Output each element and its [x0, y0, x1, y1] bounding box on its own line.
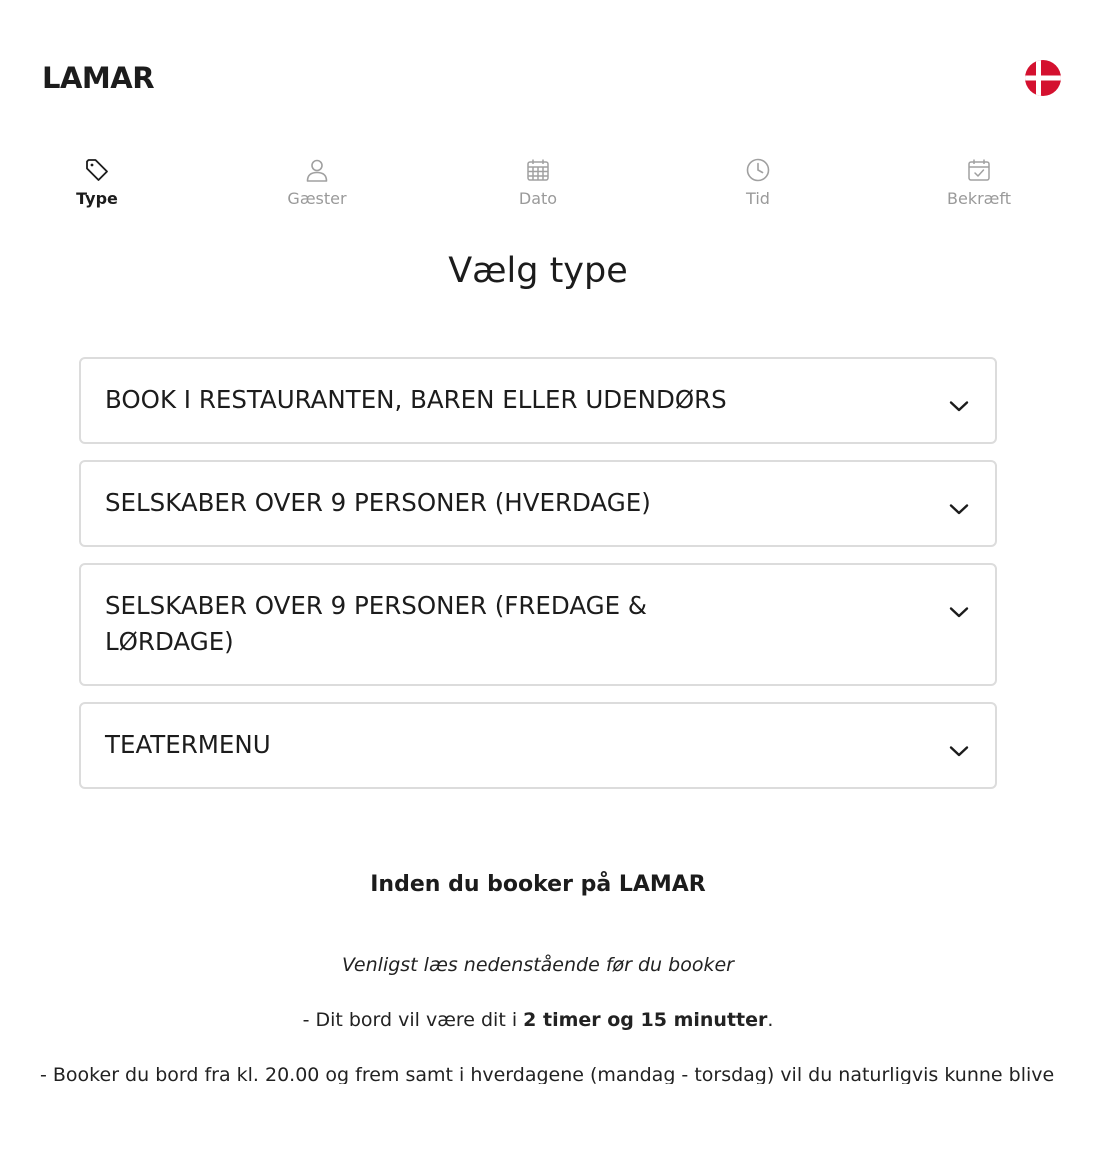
booking-type-list — [79, 357, 997, 805]
info-line-duration-prefix: - Dit bord vil være dit i — [302, 1009, 524, 1031]
tag-icon — [83, 156, 111, 184]
booking-info — [26, 860, 1068, 1084]
step-confirm[interactable] — [909, 154, 1049, 209]
option-label: SELSKABER OVER 9 PERSONER (HVERDAGE) — [105, 488, 651, 517]
chevron-down-icon — [947, 497, 971, 521]
step-date[interactable] — [468, 154, 608, 209]
info-line-duration-bold: 2 timer og 15 minutter — [523, 1009, 768, 1031]
option-theatre-menu[interactable] — [79, 702, 997, 789]
calendar-check-icon — [965, 156, 993, 184]
step-label: Bekræft — [947, 189, 1011, 208]
option-parties-weekend[interactable] — [79, 563, 997, 686]
option-parties-weekdays[interactable] — [79, 460, 997, 547]
step-guests[interactable] — [247, 154, 387, 209]
info-intro: Venligst læs nedenstående før du booker — [342, 954, 734, 976]
option-label: TEATERMENU — [105, 730, 271, 759]
booking-steps — [0, 154, 1102, 224]
brand-logo[interactable]: LAMAR — [42, 61, 155, 95]
calendar-icon — [524, 156, 552, 184]
step-label: Tid — [746, 189, 770, 208]
chevron-down-icon — [947, 739, 971, 763]
option-label: BOOK I RESTAURANTEN, BAREN ELLER UDENDØRS — [105, 385, 727, 414]
step-label: Dato — [518, 189, 558, 208]
chevron-down-icon — [947, 600, 971, 624]
option-restaurant-bar-outdoor[interactable] — [79, 357, 997, 444]
info-line-duration-suffix: . — [767, 1009, 774, 1031]
clock-icon — [744, 156, 772, 184]
info-title: Inden du booker på LAMAR — [370, 872, 706, 897]
page-title: Vælg type — [448, 251, 628, 291]
step-label: Gæster — [287, 189, 347, 208]
option-label: SELSKABER OVER 9 PERSONER (FREDAGE & LØRDAGE) — [105, 591, 648, 656]
info-line-duration — [26, 1007, 1050, 1033]
chevron-down-icon — [947, 394, 971, 418]
step-type[interactable] — [27, 154, 167, 209]
info-line-evening: - Booker du bord fra kl. 20.00 og frem samt i hverdagene (mandag - torsdag) vil du naturligvis kunne blive — [40, 1064, 1055, 1084]
user-icon — [303, 156, 331, 184]
step-label: Type — [76, 189, 118, 208]
step-time[interactable] — [688, 154, 828, 209]
denmark-flag-icon[interactable] — [1025, 60, 1061, 96]
